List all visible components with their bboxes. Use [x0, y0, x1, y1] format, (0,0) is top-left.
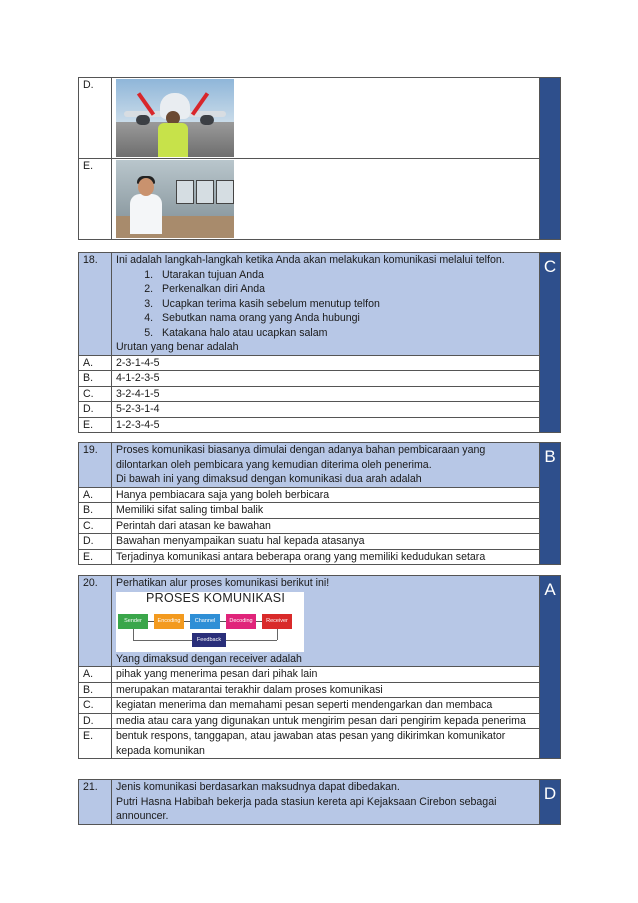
- option-text: 4-1-2-3-5: [112, 371, 540, 387]
- option-text: Memiliki sifat saling timbal balik: [112, 503, 540, 519]
- question-stem-cell: [112, 576, 540, 667]
- option-label: D.: [79, 713, 112, 729]
- communication-process-diagram: [116, 592, 304, 652]
- option-label: A.: [79, 355, 112, 371]
- answer-key: [540, 780, 561, 825]
- diagram-step-encoding: Encoding: [154, 614, 184, 629]
- list-item: 1. Utarakan tujuan Anda: [156, 268, 535, 283]
- question-stem: Ini adalah langkah-langkah ketika Anda akan melakukan komunikasi melalui telfon.: [116, 254, 505, 266]
- question-prompt: Di bawah ini yang dimaksud dengan komunikasi dua arah adalah: [116, 473, 422, 485]
- diagram-feedback: Feedback: [192, 633, 226, 647]
- option-label: D.: [79, 534, 112, 550]
- option-text: 1-2-3-4-5: [112, 417, 540, 433]
- answer-key: [540, 443, 561, 565]
- option-text: merupakan matarantai terakhir dalam proses komunikasi: [112, 682, 540, 698]
- option-text: Bawahan menyampaikan suatu hal kepada atasanya: [112, 534, 540, 550]
- option-label: C.: [79, 386, 112, 402]
- question-prompt: Yang dimaksud dengan receiver adalah: [116, 652, 302, 665]
- list-item: 3. Ucapkan terima kasih sebelum menutup telfon: [156, 297, 535, 312]
- question-stem: Proses komunikasi biasanya dimulai dengan adanya bahan pembicaraan yang dilontarkan oleh pembicara yang kemudian diterima oleh penerima.: [116, 444, 486, 471]
- question-number: 21.: [79, 780, 112, 825]
- question-number: 19.: [79, 443, 112, 488]
- option-image-cell: [112, 159, 540, 240]
- option-label: E.: [79, 729, 112, 759]
- list-item: 4. Sebutkan nama orang yang Anda hubungi: [156, 311, 535, 326]
- option-label: C.: [79, 518, 112, 534]
- option-label: E.: [79, 417, 112, 433]
- option-text: Terjadinya komunikasi antara beberapa orang yang memiliki kedudukan setara: [112, 549, 540, 565]
- option-label: A.: [79, 667, 112, 683]
- option-text: 5-2-3-1-4: [112, 402, 540, 418]
- diagram-step-decoding: Decoding: [226, 614, 256, 629]
- question-stem: Perhatikan alur proses komunikasi berikut ini!: [116, 577, 330, 589]
- option-label: B.: [79, 503, 112, 519]
- airport-marshal-photo: [116, 79, 234, 157]
- option-label: C.: [79, 698, 112, 714]
- answer-key: [540, 253, 561, 433]
- question-number: 18.: [79, 253, 112, 356]
- question-stem-cell: [112, 253, 540, 356]
- control-room-photo: [116, 160, 234, 238]
- option-label: B.: [79, 371, 112, 387]
- question-18: [78, 252, 561, 433]
- option-text: 2-3-1-4-5: [112, 355, 540, 371]
- option-label: E.: [79, 159, 112, 240]
- option-label: D.: [79, 78, 112, 159]
- question-stem: Jenis komunikasi berdasarkan maksudnya dapat dibedakan.: [116, 781, 400, 793]
- option-text: Hanya pembiacara saja yang boleh berbicara: [112, 487, 540, 503]
- question-17-options: [78, 77, 561, 240]
- question-prompt: Urutan yang benar adalah: [116, 341, 239, 353]
- option-image-cell: [112, 78, 540, 159]
- question-stem-cell: [112, 780, 540, 825]
- option-text: Perintah dari atasan ke bawahan: [112, 518, 540, 534]
- option-label: D.: [79, 402, 112, 418]
- list-item: 2. Perkenalkan diri Anda: [156, 282, 535, 297]
- option-label: E.: [79, 549, 112, 565]
- answer-letter: B: [544, 447, 556, 466]
- question-stem-cell: [112, 443, 540, 488]
- option-label: A.: [79, 487, 112, 503]
- diagram-step-channel: Channel: [190, 614, 220, 629]
- diagram-step-receiver: Receiver: [262, 614, 292, 629]
- answer-column: [540, 78, 561, 240]
- option-text: media atau cara yang digunakan untuk mengirim pesan dari pengirim kepada penerima: [112, 713, 540, 729]
- option-text: kegiatan menerima dan memahami pesan seperti mendengarkan dan membaca: [112, 698, 540, 714]
- diagram-step-sender: Sender: [118, 614, 148, 629]
- question-19: [78, 442, 561, 565]
- option-text: pihak yang menerima pesan dari pihak lain: [112, 667, 540, 683]
- answer-letter: A: [544, 580, 556, 599]
- question-21: [78, 779, 561, 825]
- step-list: [116, 268, 535, 341]
- question-20: [78, 575, 561, 759]
- diagram-title: PROSES KOMUNIKASI: [146, 590, 286, 605]
- answer-letter: D: [543, 784, 557, 803]
- option-label: B.: [79, 682, 112, 698]
- question-number: 20.: [79, 576, 112, 667]
- answer-key: [540, 576, 561, 759]
- option-text: 3-2-4-1-5: [112, 386, 540, 402]
- option-text: bentuk respons, tanggapan, atau jawaban atas pesan yang dikirimkan komunikator kepada komunikan: [112, 729, 540, 759]
- question-stem-scenario: Putri Hasna Habibah bekerja pada stasiun kereta api Kejaksaan Cirebon sebagai announcer.: [116, 795, 497, 822]
- list-item: 5. Katakana halo atau ucapkan salam: [156, 326, 535, 341]
- answer-letter: C: [543, 257, 557, 276]
